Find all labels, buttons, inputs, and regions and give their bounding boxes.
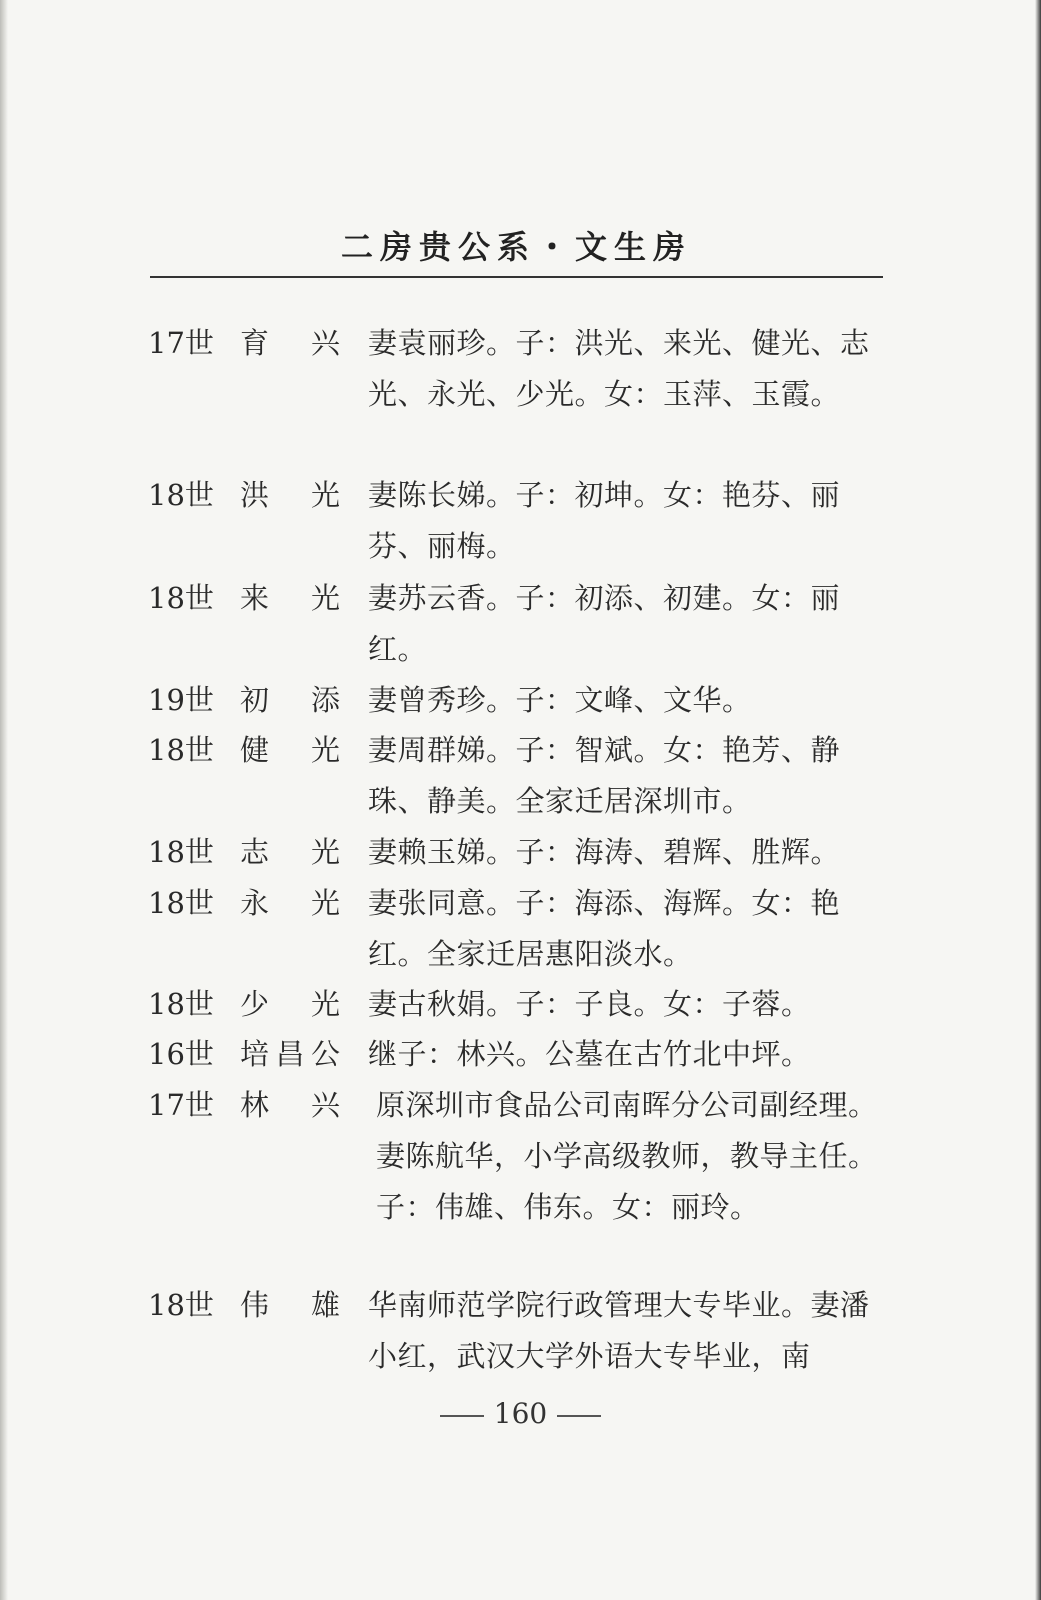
entry-description: 妻周群娣。子：智斌。女：艳芳、静珠、静美。全家迁居深圳市。 (368, 733, 841, 818)
generation-label: 18世 (148, 733, 214, 767)
entry-description: 原深圳市食品公司南晖分公司副经理。妻陈航华，小学高级教师，教导主任。子：伟雄、伟东。女：丽玲。 (376, 1088, 878, 1224)
person-name: 来光 (240, 581, 340, 615)
person-name: 初添 (240, 683, 340, 717)
entry-description: 华南师范学院行政管理大专毕业。妻潘小红，武汉大学外语大专毕业，南 (368, 1288, 870, 1373)
page-footer (0, 1397, 1041, 1430)
person-name: 健光 (240, 733, 340, 767)
entry-description: 妻张同意。子：海添、海辉。女：艳红。全家迁居惠阳淡水。 (368, 886, 841, 971)
generation-label: 16世 (148, 1037, 214, 1071)
running-header: 二房贵公系・文生房 (340, 228, 692, 266)
generation-label: 17世 (148, 1088, 214, 1122)
generation-label: 19世 (148, 683, 214, 717)
generation-label: 17世 (148, 326, 214, 360)
person-name: 育兴 (240, 326, 340, 360)
entry-description: 妻苏云香。子：初添、初建。女：丽红。 (368, 581, 841, 666)
generation-label: 18世 (148, 478, 214, 512)
person-name: 洪光 (240, 478, 340, 512)
generation-label: 18世 (148, 886, 214, 920)
generation-label: 18世 (148, 835, 214, 869)
generation-label: 18世 (148, 581, 214, 615)
generation-label: 18世 (148, 987, 214, 1021)
entry-description: 妻赖玉娣。子：海涛、碧辉、胜辉。 (368, 835, 841, 869)
footer-dash-left (440, 1415, 484, 1417)
entry-description: 妻古秋娟。子：子良。女：子蓉。 (368, 987, 811, 1021)
person-name: 永光 (240, 886, 340, 920)
page-number: 160 (493, 1397, 548, 1430)
person-name: 少光 (240, 987, 340, 1021)
generation-label: 18世 (148, 1288, 214, 1322)
footer-dash-right (557, 1415, 601, 1417)
entry-description: 继子：林兴。公墓在古竹北中坪。 (368, 1037, 811, 1071)
entry-description: 妻陈长娣。子：初坤。女：艳芬、丽芬、丽梅。 (368, 478, 841, 563)
person-name: 林兴 (240, 1088, 340, 1122)
person-name: 伟雄 (240, 1288, 340, 1322)
entry-description: 妻袁丽珍。子：洪光、来光、健光、志光、永光、少光。女：玉萍、玉霞。 (368, 326, 870, 411)
entry-description: 妻曾秀珍。子：文峰、文华。 (368, 683, 752, 717)
person-name: 志光 (240, 835, 340, 869)
person-name: 培昌公 (240, 1037, 340, 1071)
